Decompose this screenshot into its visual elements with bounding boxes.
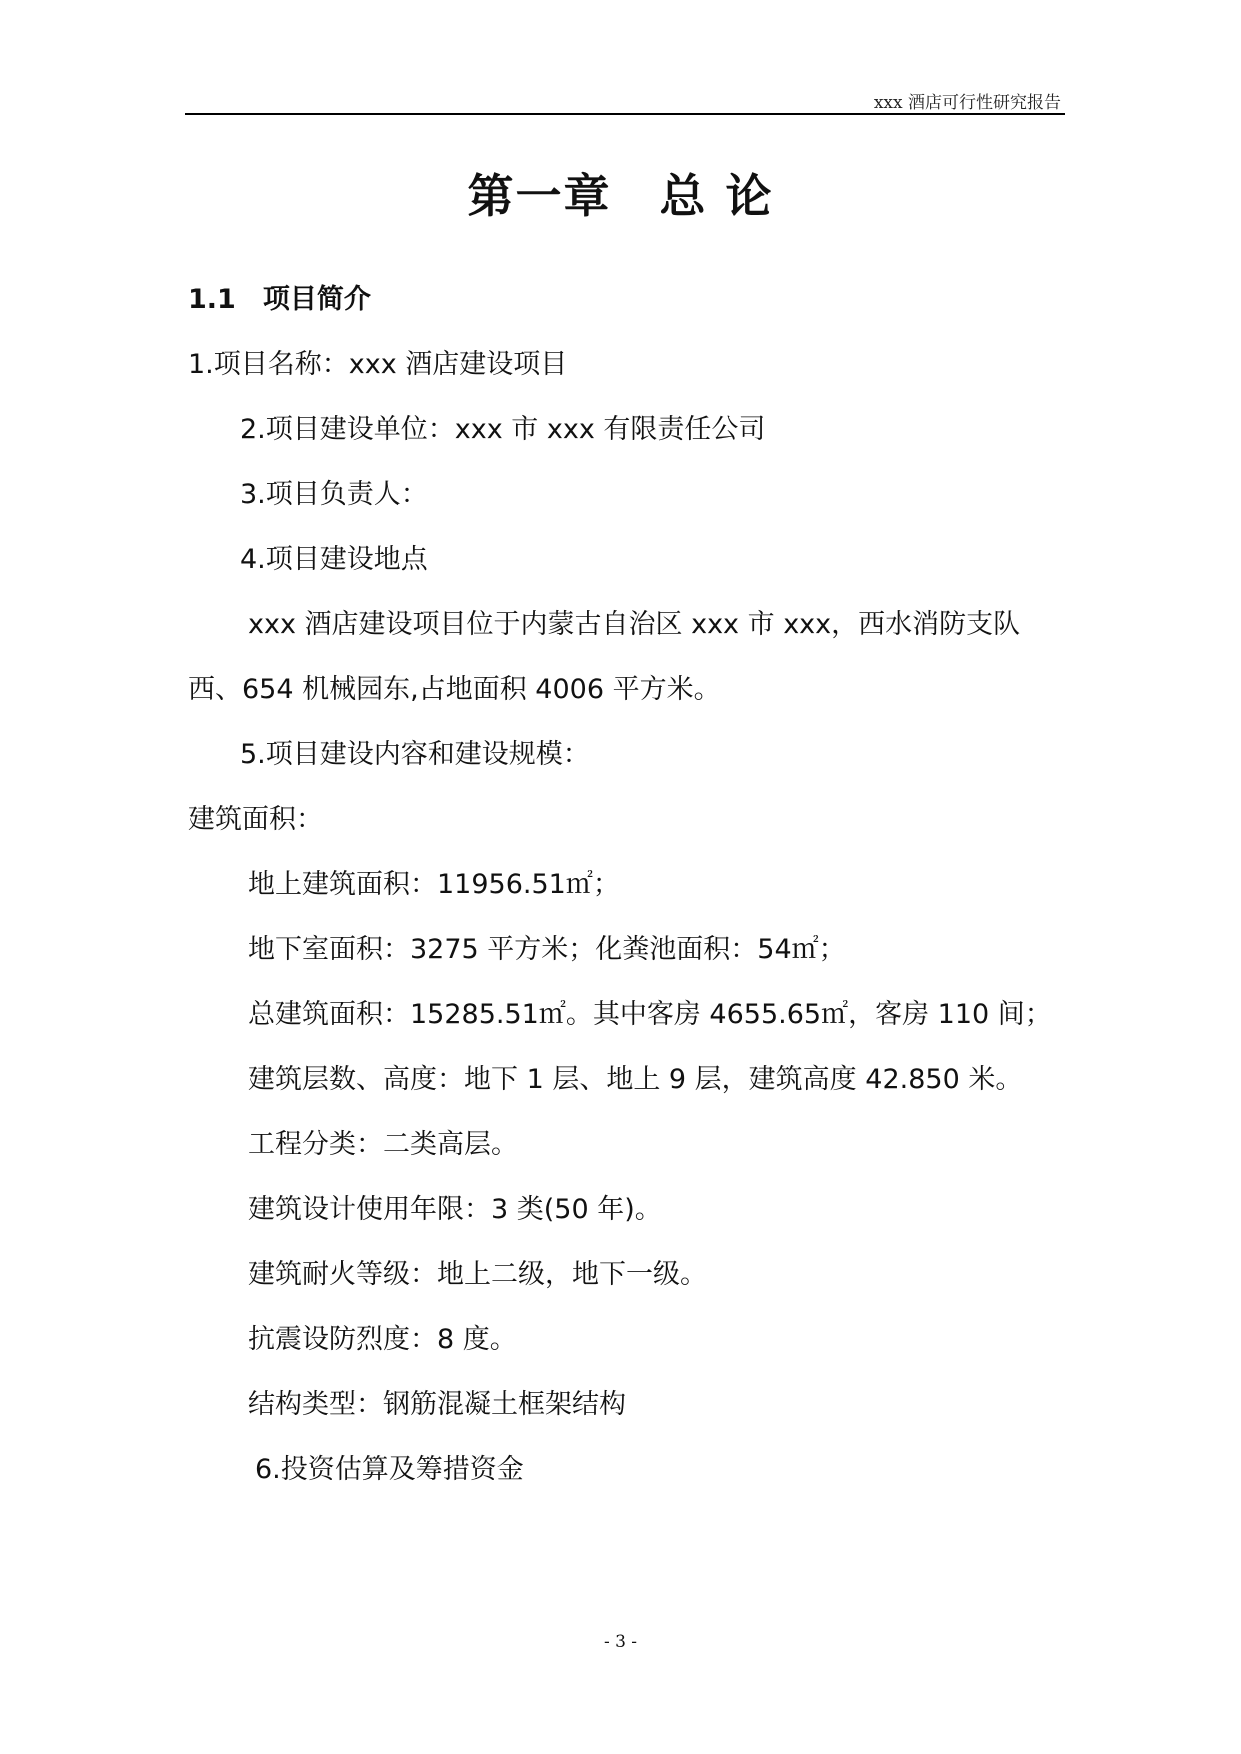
paragraph-line: 3.项目负责人： — [240, 479, 428, 510]
paragraph-line: 1.项目名称：xxx 酒店建设项目 — [188, 349, 568, 380]
running-header: xxx 酒店可行性研究报告 — [873, 93, 1061, 113]
paragraph-line: 建筑层数、高度：地下 1 层、地上 9 层，建筑高度 42.850 米。 — [248, 1064, 1023, 1095]
section-heading: 1.1 项目简介 — [188, 284, 371, 315]
paragraph-line: 4.项目建设地点 — [240, 544, 428, 575]
paragraph-line: 总建筑面积：15285.51㎡。其中客房 4655.65㎡，客房 110 间； — [248, 999, 1052, 1030]
paragraph-line: 5.项目建设内容和建设规模： — [240, 739, 590, 770]
paragraph-line: xxx 酒店建设项目位于内蒙古自治区 xxx 市 xxx，西水消防支队 — [248, 609, 1021, 640]
paragraph-line: 西、654 机械园东,占地面积 4006 平方米。 — [188, 674, 721, 705]
paragraph-line: 2.项目建设单位：xxx 市 xxx 有限责任公司 — [240, 414, 766, 445]
paragraph-line: 工程分类：二类高层。 — [248, 1129, 518, 1160]
paragraph-line: 建筑面积： — [188, 804, 323, 835]
paragraph-line: 建筑设计使用年限：3 类(50 年)。 — [248, 1194, 662, 1225]
page-number: - 3 - — [603, 1632, 638, 1652]
header-rule — [185, 113, 1065, 115]
paragraph-line: 结构类型：钢筋混凝土框架结构 — [248, 1389, 626, 1420]
paragraph-line: 6.投资估算及筹措资金 — [255, 1454, 524, 1485]
paragraph-line: 地下室面积：3275 平方米；化粪池面积：54㎡； — [248, 934, 846, 965]
chapter-title: 第一章 总 论 — [467, 169, 774, 223]
paragraph-line: 抗震设防烈度：8 度。 — [248, 1324, 517, 1355]
paragraph-line: 地上建筑面积：11956.51㎡； — [248, 869, 620, 900]
paragraph-line: 建筑耐火等级：地上二级，地下一级。 — [248, 1259, 707, 1290]
